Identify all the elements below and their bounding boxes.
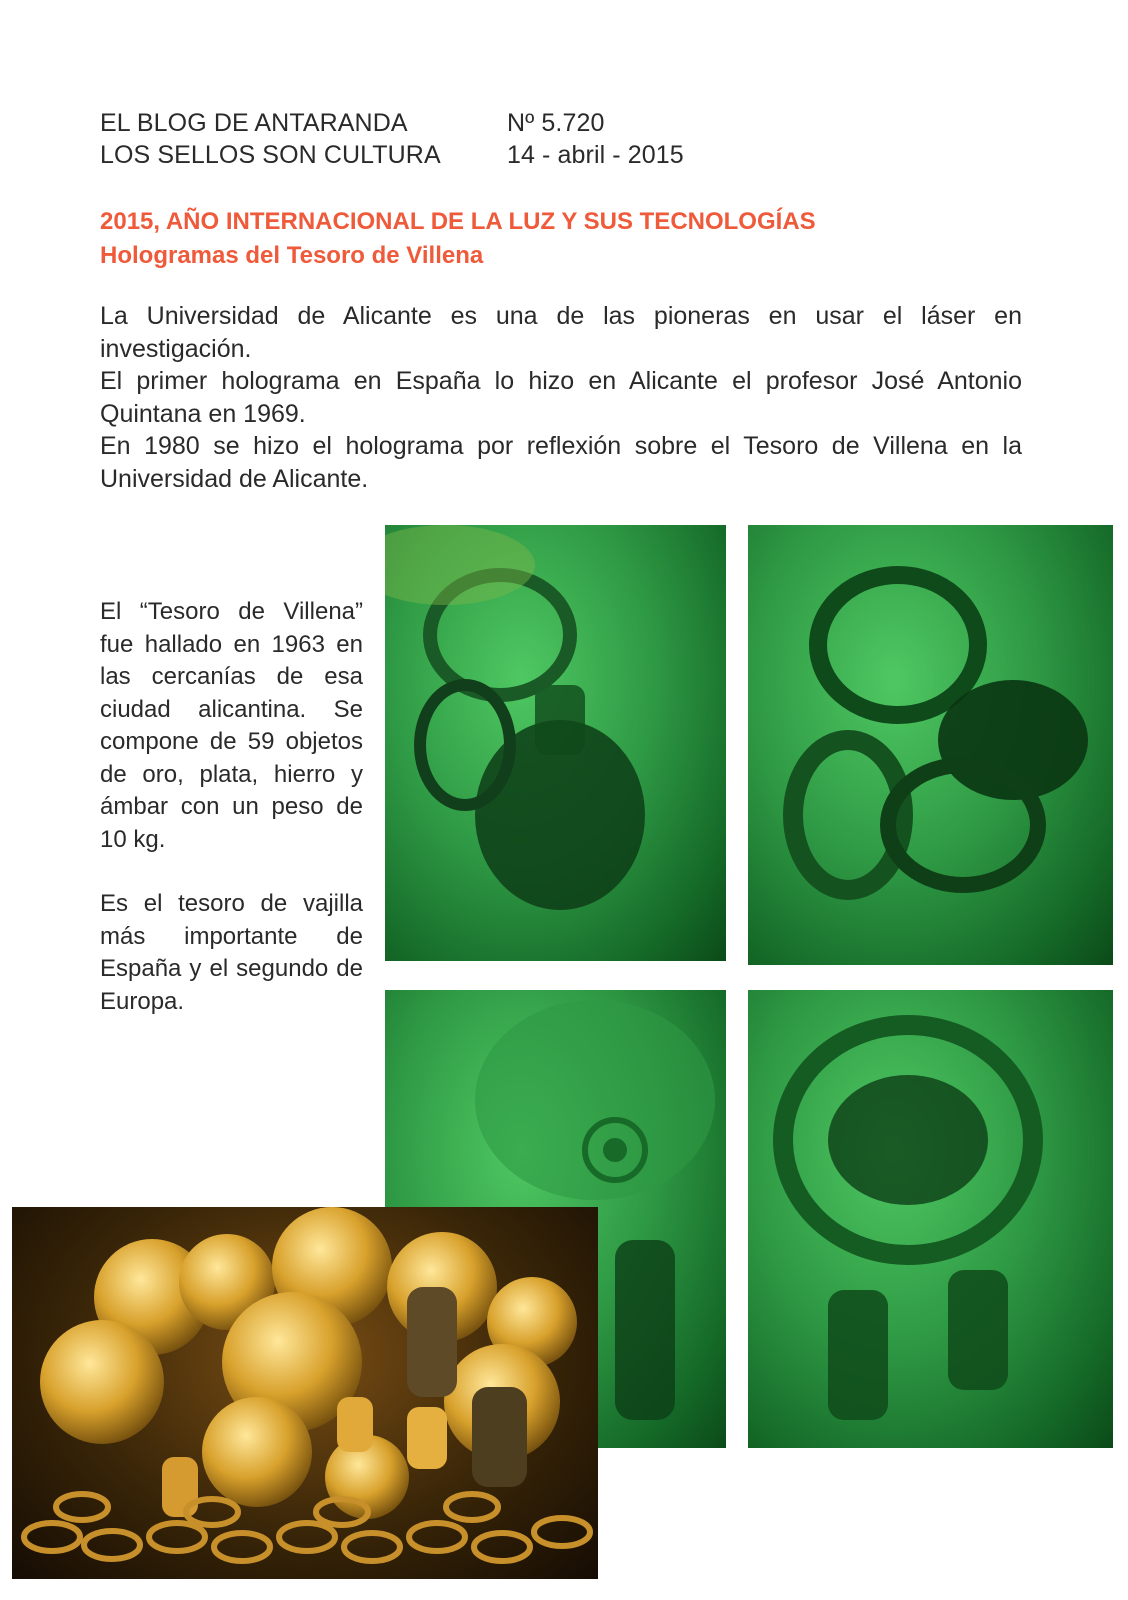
header-left bbox=[100, 107, 441, 171]
intro-paragraph-1: La Universidad de Alicante es una de las pioneras en usar el láser en investigación. bbox=[100, 302, 1022, 363]
hologram-photo-4 bbox=[748, 990, 1113, 1448]
treasure-photo bbox=[12, 1207, 598, 1579]
side-text bbox=[100, 596, 363, 1050]
intro-paragraph-2: El primer holograma en España lo hizo en Alicante el profesor José Antonio Quintana en 1969. bbox=[100, 367, 1022, 428]
hologram-image-4 bbox=[748, 990, 1113, 1448]
series-name: LOS SELLOS SON CULTURA bbox=[100, 141, 441, 169]
treasure-image bbox=[12, 1207, 598, 1579]
hologram-image-1 bbox=[385, 525, 726, 961]
side-paragraph-1: El “Tesoro de Villena” fue hallado en 1963 en las cercanías de esa ciudad alicantina. Se compone de 59 objetos de oro, plata, hierro y ámbar con un peso de 10 kg. bbox=[100, 598, 363, 853]
hologram-photo-1 bbox=[385, 525, 726, 961]
issue-number: Nº 5.720 bbox=[507, 109, 605, 137]
header-right bbox=[507, 107, 684, 171]
title-line-2: Hologramas del Tesoro de Villena bbox=[100, 242, 484, 269]
side-paragraph-2: Es el tesoro de vajilla más importante de España y el segundo de Europa. bbox=[100, 890, 363, 1015]
article-title bbox=[100, 205, 816, 273]
intro-text bbox=[100, 300, 1022, 495]
title-line-1: 2015, AÑO INTERNACIONAL DE LA LUZ Y SUS TECNOLOGÍAS bbox=[100, 208, 816, 235]
issue-date: 14 - abril - 2015 bbox=[507, 141, 684, 169]
hologram-image-2 bbox=[748, 525, 1113, 965]
blog-name: EL BLOG DE ANTARANDA bbox=[100, 109, 408, 137]
intro-paragraph-3: En 1980 se hizo el holograma por reflexión sobre el Tesoro de Villena en la Universidad de Alicante. bbox=[100, 432, 1022, 493]
hologram-photo-2 bbox=[748, 525, 1113, 965]
